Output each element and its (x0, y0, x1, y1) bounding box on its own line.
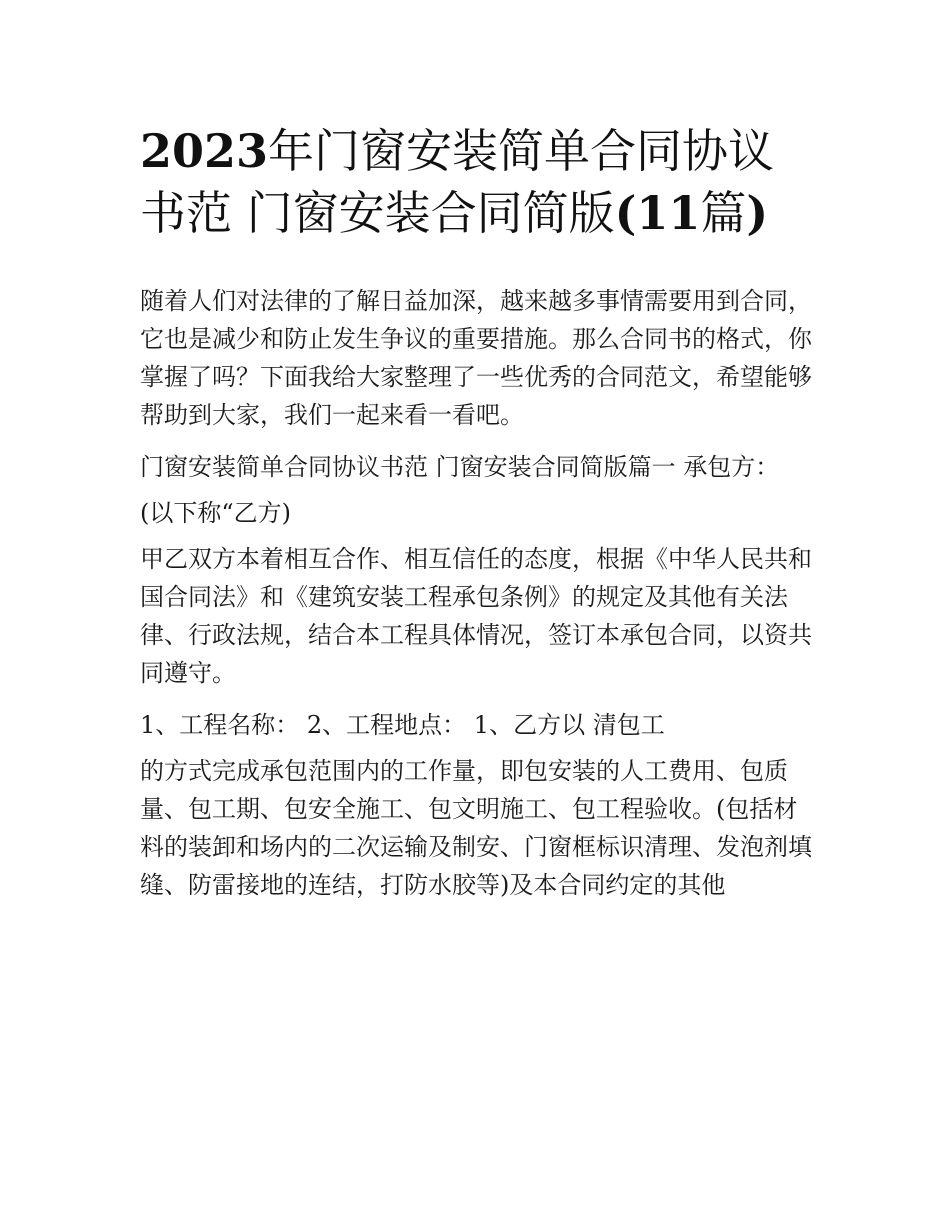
document-body (140, 282, 820, 918)
scope-paragraph: 的方式完成承包范围内的工作量，即包安装的人工费用、包质量、包工期、包安全施工、包文明施工、包工程验收。(包括材料的装卸和场内的二次运输及制安、门窗框标识清理、发泡剂填缝、防雷接地的连结，打防水胶等)及本合同约定的其他 (140, 757, 812, 899)
party-note-paragraph: (以下称“乙方) (140, 499, 291, 527)
title-line2-text: 书范 门窗安装合同简版 (140, 186, 615, 240)
section-heading-paragraph: 门窗安装简单合同协议书范 门窗安装合同简版篇一 承包方： (140, 453, 780, 481)
document-title (140, 120, 820, 244)
agreement-paragraph: 甲乙双方本着相互合作、相互信任的态度，根据《中华人民共和国合同法》和《建筑安装工程承包条例》的规定及其他有关法律、行政法规，结合本工程具体情况，签订本承包合同，以资共同遵守。 (140, 545, 812, 687)
title-line1-text: 年门窗安装简单合同协议 (268, 124, 775, 178)
intro-paragraph: 随着人们对法律的了解日益加深，越来越多事情需要用到合同，它也是减少和防止发生争议的重要措施。那么合同书的格式，你掌握了吗？下面我给大家整理了一些优秀的合同范文，希望能够帮助到大家，我们一起来看一看吧。 (140, 287, 812, 429)
title-count-close: ) (746, 186, 769, 240)
title-count-open: (11 (614, 186, 701, 240)
title-year: 2023 (140, 124, 269, 178)
title-count-unit: 篇 (700, 186, 747, 240)
clause-list-paragraph: 1、工程名称： 2、工程地点： 1、乙方以 清包工 (140, 711, 665, 739)
